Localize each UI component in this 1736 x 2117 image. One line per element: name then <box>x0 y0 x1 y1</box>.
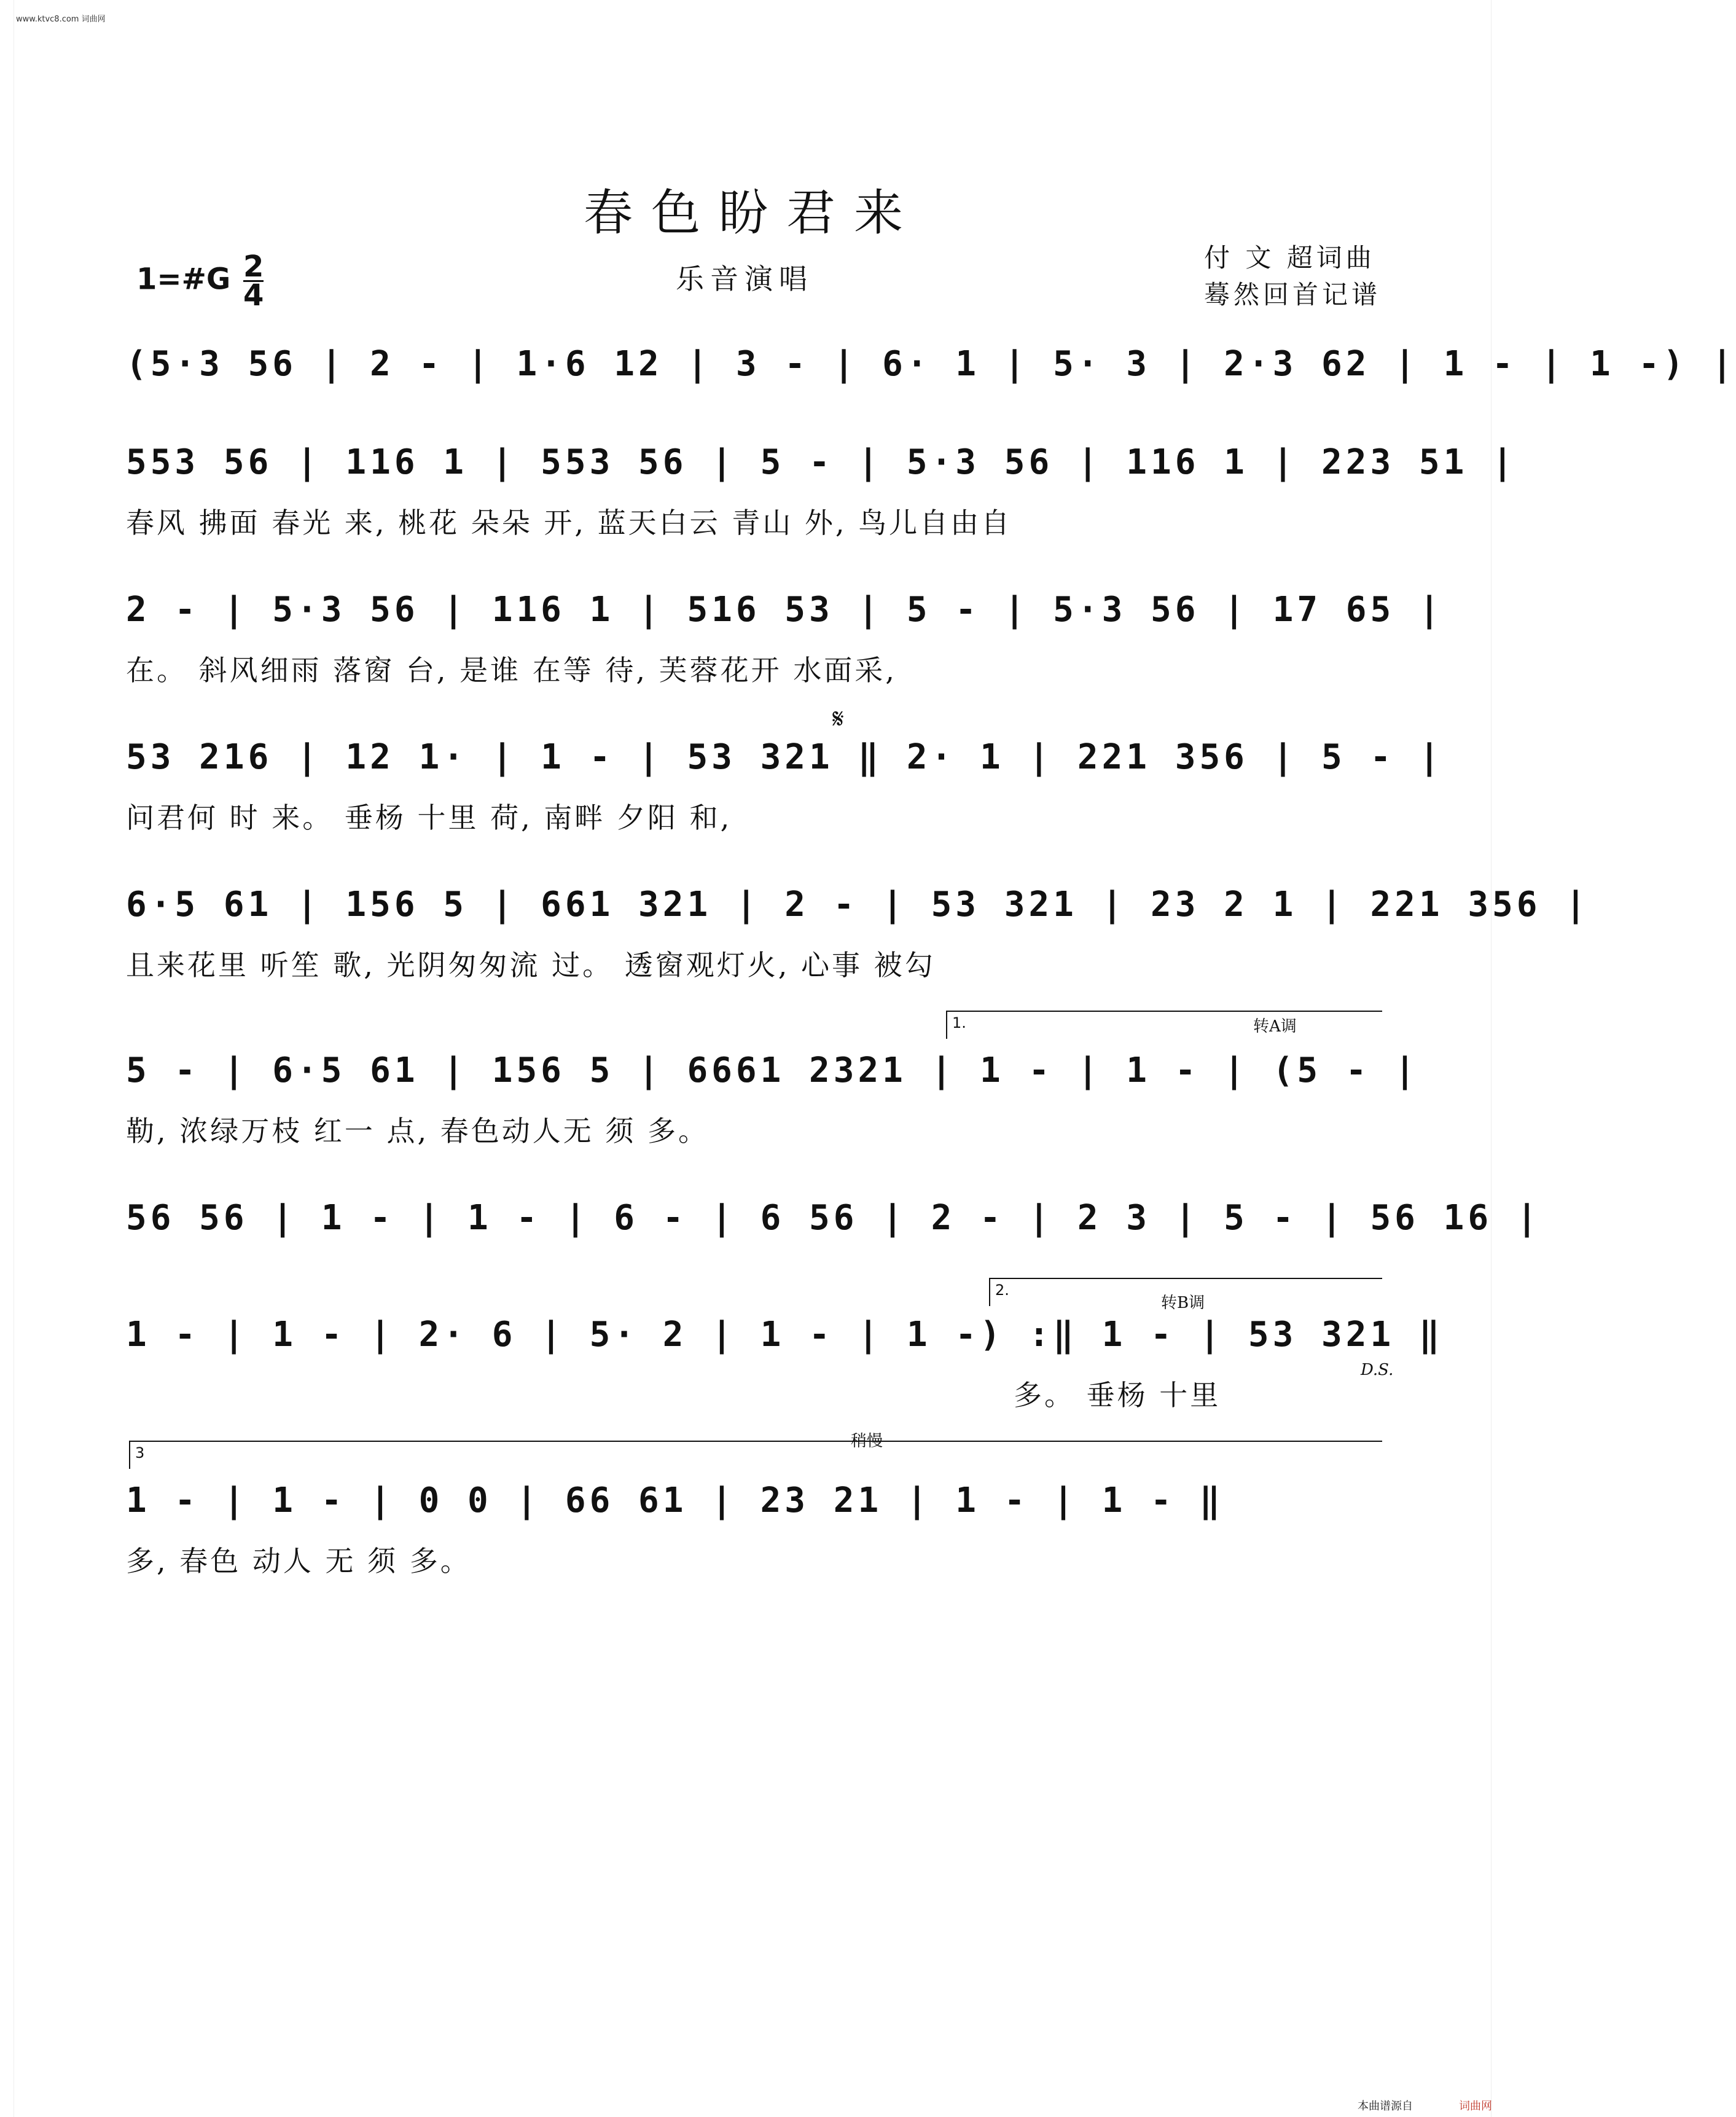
lyrics-line-3: 在。 斜风细雨 落窗 台, 是谁 在等 待, 芙蓉花开 水面采, <box>126 654 897 687</box>
score-line-8: 1 - | 1 - | 2· 6 | 5· 2 | 1 - | 1 -) :‖ 1 - | 53 321 ‖ <box>126 1315 1444 1355</box>
lyrics-line-5: 且来花里 听笙 歌, 光阴匆匆流 过。 透窗观灯火, 心事 被勾 <box>126 949 936 982</box>
volta-2-label: 2. <box>995 1282 1009 1299</box>
lyrics-line-6: 勒, 浓绿万枝 红一 点, 春色动人无 须 多。 <box>126 1114 709 1148</box>
page-edge-left <box>0 0 14 2117</box>
volta-3-bracket <box>129 1441 1382 1469</box>
footer-site: 词曲网 <box>1459 2100 1492 2113</box>
key-change-a: 转A调 <box>1253 1017 1297 1036</box>
time-top: 2 <box>243 249 264 284</box>
score-line-7: 56 56 | 1 - | 1 - | 6 - | 6 56 | 2 - | 2 3 | 5 - | 56 16 | <box>126 1198 1541 1238</box>
key-label: 1=#G <box>136 262 231 297</box>
lyrics-line-4: 问君何 时 来。 垂杨 十里 荷, 南畔 夕阳 和, <box>126 801 732 834</box>
lyrics-line-8: 多。 垂杨 十里 <box>1014 1379 1221 1412</box>
score-transcriber-credit: 蓦然回首记谱 <box>1204 280 1382 310</box>
volta-3-label: 3 <box>135 1444 145 1462</box>
footer-source: 本曲谱源自 <box>1358 2100 1413 2113</box>
ds-marking: D.S. <box>1361 1361 1394 1379</box>
lyrics-line-2: 春风 拂面 春光 来, 桃花 朵朵 开, 蓝天白云 青山 外, 鸟儿自由自 <box>126 506 1012 539</box>
tempo-slow-marking: 稍慢 <box>851 1432 883 1450</box>
segno-sign: 𝄋 <box>832 703 844 735</box>
time-bottom: 4 <box>243 278 264 313</box>
lyric-composer-credit: 付 文 超词曲 <box>1204 243 1375 273</box>
key-signature <box>136 249 264 313</box>
song-title: 春色盼君来 <box>584 184 921 241</box>
key-change-b: 转B调 <box>1161 1294 1205 1312</box>
score-line-9: 1 - | 1 - | 0 0 | 66 61 | 23 21 | 1 - | 1 - ‖ <box>126 1481 1224 1520</box>
score-line-2: 553 56 | 116 1 | 553 56 | 5 - | 5·3 56 | 116 1 | 223 51 | <box>126 442 1517 482</box>
site-watermark: www.ktvc8.com 词曲网 <box>16 15 106 24</box>
lyrics-line-9: 多, 春色 动人 无 须 多。 <box>126 1544 471 1578</box>
time-signature <box>243 249 264 313</box>
score-line-1: (5·3 56 | 2 - | 1·6 12 | 3 - | 6· 1 | 5· 3 | 2·3 62 | 1 - | 1 -) | <box>126 344 1736 384</box>
score-line-6: 5 - | 6·5 61 | 156 5 | 6661 2321 | 1 - | 1 - | (5 - | <box>126 1051 1419 1090</box>
singer-credit: 乐音演唱 <box>676 262 813 295</box>
volta-1-bracket <box>946 1011 1382 1039</box>
volta-1-label: 1. <box>952 1014 966 1031</box>
credits <box>1204 240 1381 313</box>
score-line-4: 53 216 | 12 1· | 1 - | 53 321 ‖ 2· 1 | 221 356 | 5 - | <box>126 737 1444 777</box>
page-edge-right <box>1491 0 1505 2117</box>
score-line-5: 6·5 61 | 156 5 | 661 321 | 2 - | 53 321 | 23 2 1 | 221 356 | <box>126 885 1590 925</box>
score-line-3: 2 - | 5·3 56 | 116 1 | 516 53 | 5 - | 5·3 56 | 17 65 | <box>126 590 1444 630</box>
